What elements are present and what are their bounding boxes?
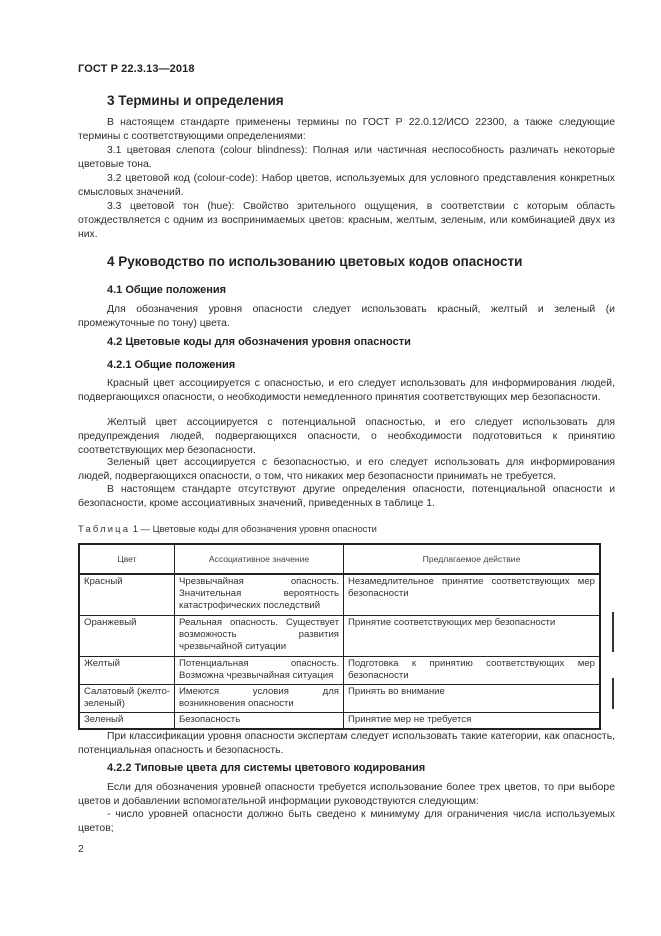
cell-meaning: Чрезвычайная опасность. Значительная вероятность катастрофических последствий (175, 574, 344, 615)
section-4-heading: 4 Руководство по использованию цветовых кодов опасности (107, 254, 523, 269)
table-row (79, 615, 600, 656)
table-row (79, 684, 600, 712)
table-row (79, 712, 600, 729)
term-3-2: 3.2 цветовой код (colour-code): Набор цветов, используемых для условного представления конкретных смысловых значений. (78, 173, 615, 198)
cell-color: Оранжевый (79, 615, 175, 656)
column-header-action: Предлагаемое действие (344, 544, 601, 574)
page-number: 2 (78, 843, 84, 855)
table-row (79, 574, 600, 615)
cell-meaning: Имеются условия для возникновения опасности (175, 684, 344, 712)
cell-action: Подготовка к принятию соответствующих мер безопасности (344, 656, 601, 684)
cell-meaning: Потенциальная опасность. Возможна чрезвычайная ситуация (175, 656, 344, 684)
revision-mark (612, 612, 614, 652)
section-4-2-2-heading: 4.2.2 Типовые цвета для системы цветового кодирования (107, 762, 426, 774)
cell-action: Принятие соответствующих мер безопасности (344, 615, 601, 656)
after-table-text: При классификации уровня опасности экспертам следует использовать такие категории, как опасность, потенциальная опасность и безопасность. (78, 731, 615, 756)
section-4-2-1-p4: В настоящем стандарте отсутствуют другие определения опасности, потенциальной опасности и безопасности, кроме ассоциативных значений, приведенных в таблице 1. (78, 484, 615, 509)
column-header-color: Цвет (79, 544, 175, 574)
term-3-3: 3.3 цветовой тон (hue): Свойство зрительного ощущения, в соответствии с которым область отождествляется с одним из воспринимаемых цветов: красным, желтым, зеленым, или комбинацией двух из них. (78, 201, 615, 240)
section-4-2-1-heading: 4.2.1 Общие положения (107, 359, 236, 371)
section-4-2-2-p1: Если для обозначения уровней опасности требуется использование более трех цветов, то при выборе цветов и добавлении вспомогательной информации руководствуются следующим: (78, 782, 615, 807)
section-4-2-1-p2: Желтый цвет ассоциируется с потенциальной опасностью, и его следует использовать для предупреждения людей, подвергающихся опасности, о необходимости подготовиться к принятию соответствующих мер безопасности. (78, 417, 615, 456)
table-1-caption (78, 523, 377, 534)
cell-meaning: Безопасность (175, 712, 344, 729)
cell-color: Красный (79, 574, 175, 615)
running-head: ГОСТ Р 22.3.13—2018 (78, 63, 195, 75)
table-caption-text: 1 — Цветовые коды для обозначения уровня опасности (130, 523, 377, 534)
cell-action: Принятие мер не требуется (344, 712, 601, 729)
section-4-2-heading: 4.2 Цветовые коды для обозначения уровня опасности (107, 336, 411, 348)
section-4-1-heading: 4.1 Общие положения (107, 284, 227, 296)
revision-mark (612, 678, 614, 709)
section-4-2-1-p3: Зеленый цвет ассоциируется с безопасностью, и его следует использовать для информирования людей, подвергающихся опасности, о том, что никаких мер безопасности принимать не требуется. (78, 457, 615, 482)
column-header-meaning: Ассоциативное значение (175, 544, 344, 574)
cell-color: Зеленый (79, 712, 175, 729)
section-4-1-text: Для обозначения уровня опасности следует использовать красный, желтый и зеленый (и промежуточные по тону) цвета. (78, 304, 615, 329)
cell-action: Принять во внимание (344, 684, 601, 712)
section-3-intro: В настоящем стандарте применены термины по ГОСТ Р 22.0.12/ИСО 22300, а также следующие термины с соответствующими определениями: (78, 117, 615, 142)
hazard-color-codes-table (78, 543, 601, 730)
table-header-row (79, 544, 600, 574)
cell-meaning: Реальная опасность. Существует возможность развития чрезвычайной ситуации (175, 615, 344, 656)
section-4-2-1-p1: Красный цвет ассоциируется с опасностью, и его следует использовать для информирования людей, подвергающихся опасности, о необходимости немедленного принятия соответствующих мер безопасности. (78, 378, 615, 403)
cell-action: Незамедлительное принятие соответствующих мер безопасности (344, 574, 601, 615)
section-3-heading: 3 Термины и определения (107, 93, 284, 108)
term-3-1: 3.1 цветовая слепота (colour blindness): Полная или частичная неспособность различать некоторые цветовые тона. (78, 145, 615, 170)
cell-color: Желтый (79, 656, 175, 684)
cell-color: Салатовый (желто-зеленый) (79, 684, 175, 712)
section-4-2-2-p2: - число уровней опасности должно быть сведено к минимуму для ограничения числа используемых цветов; (78, 809, 615, 834)
table-caption-label: Таблица (78, 523, 131, 534)
table-row (79, 656, 600, 684)
